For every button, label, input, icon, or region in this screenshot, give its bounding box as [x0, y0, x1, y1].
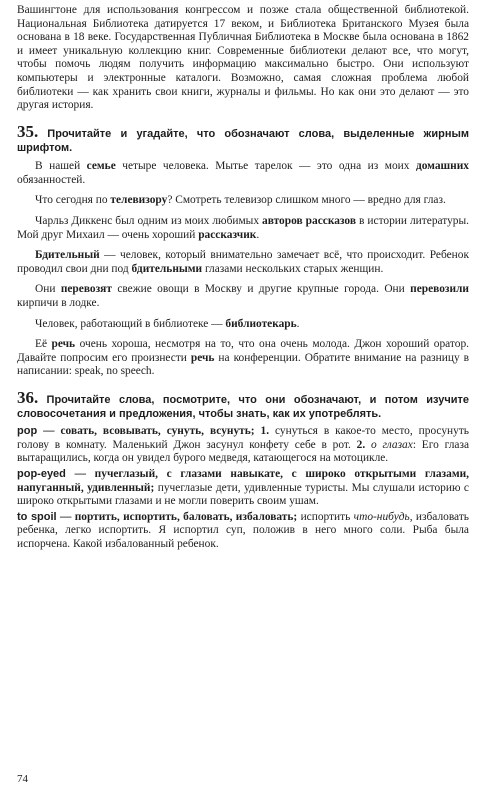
ex35-bold-term: речь [190, 351, 215, 364]
ex35-bold-term: авторов рассказов [262, 214, 356, 227]
ex35-text: обязанностей. [17, 173, 86, 186]
ex35-bold-term: перевозили [410, 283, 469, 296]
ex35-bold-term: семье [86, 160, 116, 173]
exercise-35-paragraph [17, 215, 469, 242]
ex35-text: В нашей [35, 160, 87, 173]
exercise-35-heading [17, 121, 469, 155]
ex35-text: четыре человека. Мытье тарелок — это одна из моих [115, 160, 416, 173]
page-content [17, 4, 469, 552]
intro-paragraph: Вашингтоне для использования конгрессом и позже стала общественной библиотекой. Национальная Библиотека датируется 17 веком, и Библиотека Британского Музея была основана в 18 веке. Государственная Публичная Библиотека в Москве была основана в 1862 и имеет уникальную коллекцию книг. Современные библиотеки делают все, что могут, чтобы помочь людям получить информацию максимально быстро. Они используют компьютеры и электронные каталоги. Возможно, самая сложная проблема любой библиотеки — как хранить свои книги, журналы и фильмы. Но как они это делают — это другая история. [17, 4, 469, 112]
dictionary-entry [17, 468, 469, 509]
exercise-35-paragraph [17, 318, 469, 332]
ex35-text: глазами нескольких старых женщин. [202, 262, 384, 275]
page-number: 74 [17, 773, 28, 785]
ex35-text: на конференции. Обратите внимание на разницу в написании: speak, no speech. [17, 351, 469, 378]
ex35-text: — человек, который внимательно замечает всё, что происходит. Ребенок проводил свои дни под [17, 249, 469, 275]
exercise-35-paragraph [17, 338, 469, 379]
ex35-bold-term: бдительными [131, 262, 203, 275]
ex35-text: свежие овощи в Москву и другие крупные города. Они [111, 283, 411, 296]
ex36-headword: to spoil [17, 510, 57, 523]
dictionary-entry [17, 425, 469, 466]
exercise-35-number: 35. [17, 121, 39, 141]
ex35-text: ? Смотреть телевизор слишком много — вредно для глаз. [167, 194, 446, 207]
exercise-36-body [17, 425, 469, 551]
ex35-bold-term: библиотекарь [225, 317, 297, 330]
exercise-36-number: 36. [17, 387, 39, 407]
ex36-bold-term: — совать, всовывать, сунуть, всунуть; 1. [37, 425, 270, 438]
exercise-35-paragraph [17, 194, 469, 208]
ex35-text: Её [35, 338, 52, 351]
ex36-bold-term: — портить, испортить, баловать, избаловать; [56, 510, 298, 523]
ex35-bold-term: Бдительный [35, 249, 100, 262]
dictionary-entry [17, 511, 469, 552]
ex35-text: . [256, 228, 260, 241]
ex35-text: Они [35, 283, 61, 296]
ex35-text: в истории литературы. Мой друг Михаил — очень хороший [17, 214, 469, 241]
ex36-headword: pop [17, 425, 38, 438]
ex36-bold-term: 2. [356, 438, 366, 451]
ex35-text: . [296, 317, 300, 330]
ex35-text: кирпичи в лодке. [17, 296, 100, 309]
intro-section [17, 4, 469, 113]
exercise-35-paragraph [17, 160, 469, 187]
ex36-text: сунуться в какое-то место, просунуть голову в комнату. Маленький Джон засунул конфету себе в рот. [17, 425, 469, 451]
ex35-bold-term: домашних [415, 160, 469, 173]
ex35-bold-term: телевизору [110, 194, 168, 207]
exercise-36-heading [17, 387, 469, 421]
ex36-bold-term: — пучеглазый, с глазами навыкате, с широко открытыми глазами, напуганный, удивленный; [17, 468, 469, 494]
ex35-bold-term: рассказчик [198, 228, 257, 241]
exercise-35-paragraph [17, 249, 469, 276]
ex36-text: пучеглазые дети, удивленные туристы. Мы слушали историю с широко открытыми глазами и не могли поверить своим ушам. [17, 481, 469, 508]
ex35-text: Чарльз Диккенс был одним из моих любимых [35, 214, 263, 227]
ex36-italic-text: о глазах [371, 438, 413, 451]
ex36-text: испортить [297, 510, 354, 523]
ex36-text: : Его глаза вытаращились, когда он увидел бурого медведя, катающегося на мотоцикле. [17, 438, 470, 465]
exercise-35-title: Прочитайте и угадайте, что обозначают слова, выделенные жирным шрифтом. [17, 127, 469, 154]
ex36-italic-text: что-нибудь [353, 510, 410, 523]
exercise-36-title: Прочитайте слова, посмотрите, что они обозначают, и потом изучите словосочетания и предложения, чтобы знать, как их употреблять. [17, 393, 469, 421]
exercise-35-body [17, 160, 469, 379]
ex36-headword: pop-eyed [17, 468, 66, 481]
ex35-bold-term: речь [51, 338, 76, 351]
exercise-35-paragraph [17, 283, 469, 310]
ex35-text: Человек, работающий в библиотеке — [35, 317, 226, 330]
ex36-text: , избаловать ребенка, легко испортить. Я испортил суп, положив в него много соли. Рыба была испорчена. Какой избалованный ребенок. [17, 510, 469, 551]
ex35-bold-term: перевозят [60, 283, 112, 296]
ex35-text: Что сегодня по [35, 194, 111, 207]
ex35-text: очень хороша, несмотря на то, что она очень молода. Джон хороший оратор. Давайте попросим его произнести [17, 338, 469, 364]
